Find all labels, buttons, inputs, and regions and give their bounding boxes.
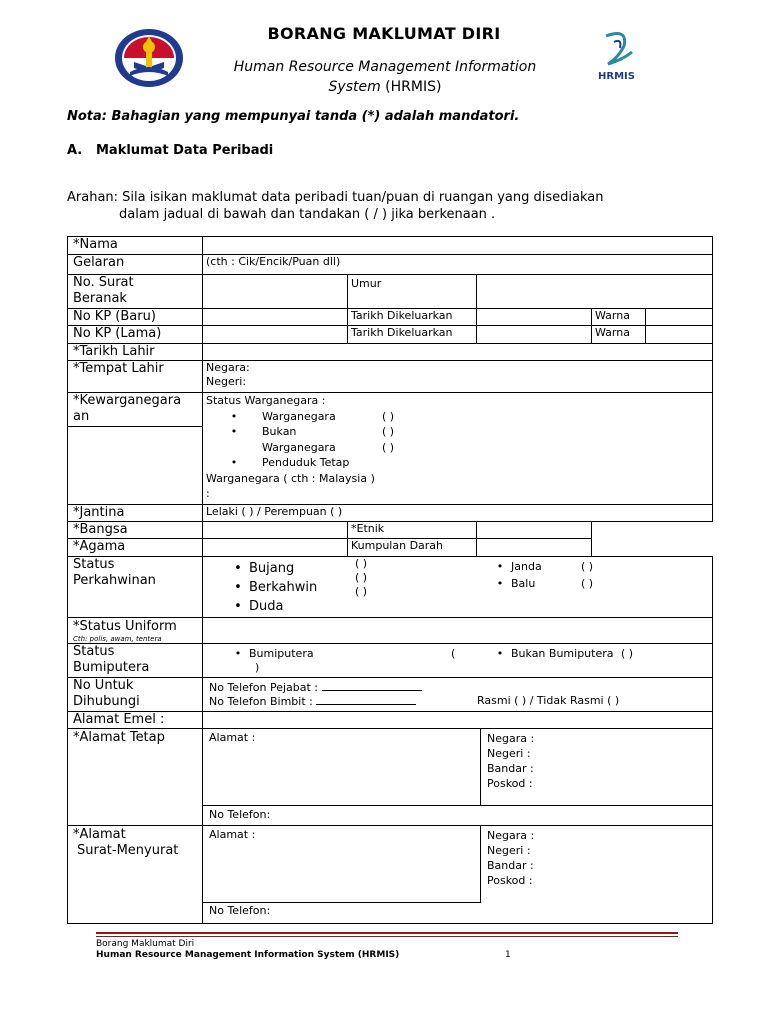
tempat-lahir-negara: Negara: bbox=[206, 361, 250, 374]
kewarganegaraan-line2: an bbox=[73, 409, 90, 424]
surat-negara: Negara : bbox=[487, 829, 535, 842]
label-nama: *Nama bbox=[68, 237, 203, 255]
input-tarikh-lahir[interactable] bbox=[203, 344, 713, 361]
status-kahwin-line1: Status bbox=[73, 557, 115, 572]
option-bukan-bumiputera[interactable]: • Bukan Bumiputera ( ) bbox=[496, 647, 634, 660]
alamat-surat-details bbox=[487, 828, 534, 888]
tetap-negara: Negara : bbox=[487, 732, 535, 745]
input-warna-lama[interactable] bbox=[646, 326, 713, 344]
input-kp-lama[interactable] bbox=[203, 326, 348, 344]
label-tarikh-dikeluarkan-baru: Tarikh Dikeluarkan bbox=[348, 309, 477, 326]
status-kahwin-line2: Perkahwinan bbox=[73, 573, 156, 588]
input-etnik[interactable] bbox=[477, 522, 592, 539]
instructions-line2: dalam jadual di bawah dan tandakan ( / ) jika berkenaan . bbox=[119, 207, 496, 222]
surat-bandar: Bandar : bbox=[487, 859, 534, 872]
option-berkahwin-label: Berkahwin bbox=[249, 580, 318, 595]
tetap-poskod: Poskod : bbox=[487, 777, 533, 790]
checkbox-bukan-bumiputera[interactable]: ( ) bbox=[621, 647, 634, 660]
label-kp-baru: No KP (Baru) bbox=[68, 309, 203, 326]
instructions-line1: Arahan: Sila isikan maklumat data peribadi tuan/puan di ruangan yang disediakan bbox=[67, 190, 604, 205]
label-kewarganegaraan bbox=[68, 393, 203, 505]
input-status-perkahwinan[interactable] bbox=[203, 557, 713, 618]
label-alamat-surat bbox=[68, 826, 203, 924]
footer-page-number: 1 bbox=[505, 950, 511, 960]
alamat-tetap-divider bbox=[203, 805, 712, 806]
label-alamat-emel: Alamat Emel : bbox=[68, 712, 203, 729]
bullet: • bbox=[230, 425, 238, 438]
tel-pejabat-label: No Telefon Pejabat : bbox=[209, 681, 319, 694]
input-nama[interactable] bbox=[203, 237, 713, 255]
option-duda-label: Duda bbox=[249, 599, 284, 614]
option-penduduk-tetap[interactable] bbox=[206, 455, 709, 471]
input-gelaran[interactable] bbox=[203, 255, 713, 275]
label-gelaran: Gelaran bbox=[68, 255, 203, 275]
hubungi-line2: Dihubungi bbox=[73, 694, 140, 709]
option-duda[interactable]: • Duda bbox=[234, 599, 284, 614]
section-letter: A. bbox=[67, 143, 83, 158]
marital-left-options bbox=[227, 559, 317, 616]
form-subtitle bbox=[190, 57, 580, 97]
option-berkahwin[interactable]: • Berkahwin bbox=[234, 580, 318, 595]
option-bujang-label: Bujang bbox=[249, 561, 295, 576]
input-no-dihubungi[interactable] bbox=[203, 678, 713, 712]
status-warganegara-label: Status Warganegara : bbox=[206, 394, 326, 407]
option-penduduk-label: Penduduk Tetap bbox=[262, 456, 350, 469]
option-balu[interactable]: • Balu ( ) bbox=[496, 577, 594, 590]
tel-bimbit-label: No Telefon Bimbit : bbox=[209, 695, 313, 708]
mandatory-note: Nota: Bahagian yang mempunyai tanda (*) adalah mandatori. bbox=[67, 109, 520, 124]
surat-no-telefon: No Telefon: bbox=[209, 904, 271, 917]
input-warna-baru[interactable] bbox=[646, 309, 713, 326]
tel-bimbit-row bbox=[209, 694, 416, 709]
input-kumpulan-darah[interactable] bbox=[477, 539, 592, 557]
section-heading bbox=[67, 143, 273, 158]
alamat-surat-box bbox=[203, 826, 481, 903]
option-bumiputera[interactable]: • Bumiputera bbox=[234, 647, 314, 660]
label-warna-lama: Warna bbox=[592, 326, 646, 344]
subtitle-line2-plain: (HRMIS) bbox=[380, 79, 442, 95]
label-jantina: *Jantina bbox=[68, 505, 203, 522]
kewarganegaraan-line1: *Kewarganegara bbox=[73, 393, 182, 408]
checkbox-berkahwin[interactable]: ( ) bbox=[355, 571, 368, 584]
label-umur: Umur bbox=[348, 275, 477, 309]
option-bujang[interactable]: • Bujang bbox=[234, 561, 295, 576]
personal-data-table bbox=[67, 236, 713, 924]
input-agama[interactable] bbox=[203, 539, 348, 557]
input-tarikh-dikeluarkan-lama[interactable] bbox=[477, 326, 592, 344]
label-no-dihubungi bbox=[68, 678, 203, 712]
input-kp-baru[interactable] bbox=[203, 309, 348, 326]
surat-negeri: Negeri : bbox=[487, 844, 531, 857]
tempat-lahir-negeri: Negeri: bbox=[206, 375, 247, 388]
blank-cell bbox=[592, 539, 713, 557]
checkbox-warganegara[interactable]: ( ) bbox=[382, 409, 395, 423]
bullet: • bbox=[230, 456, 238, 469]
input-alamat-tetap[interactable] bbox=[203, 729, 713, 826]
option-janda-label: Janda bbox=[511, 560, 542, 573]
uniform-hint: Cth: polis, awam, tentera bbox=[73, 635, 162, 643]
option-warganegara[interactable] bbox=[206, 409, 709, 425]
label-kp-lama: No KP (Lama) bbox=[68, 326, 203, 344]
footer-rule-thick bbox=[96, 932, 678, 934]
tetap-no-telefon: No Telefon: bbox=[209, 808, 271, 821]
instructions bbox=[67, 189, 603, 223]
surat-poskod: Poskod : bbox=[487, 874, 533, 887]
form-title: BORANG MAKLUMAT DIRI bbox=[267, 24, 501, 43]
alamat-surat-line2: Surat-Menyurat bbox=[77, 843, 179, 858]
option-bukan-label1: Bukan bbox=[262, 425, 297, 438]
hrmis-logo-text: HRMIS bbox=[598, 71, 635, 82]
label-status-perkahwinan bbox=[68, 557, 203, 618]
option-balu-label: Balu bbox=[511, 577, 536, 590]
input-tarikh-dikeluarkan-baru[interactable] bbox=[477, 309, 592, 326]
checkbox-duda[interactable]: ( ) bbox=[355, 585, 368, 598]
tel-pejabat-row bbox=[209, 680, 422, 695]
label-status-bumiputera bbox=[68, 644, 203, 678]
kewarganegaraan-label-box bbox=[68, 393, 202, 427]
option-bukan-bumi-label: Bukan Bumiputera bbox=[511, 647, 614, 660]
section-title: Maklumat Data Peribadi bbox=[96, 143, 274, 158]
label-tarikh-lahir: *Tarikh Lahir bbox=[68, 344, 203, 361]
footer-rule-thin bbox=[96, 936, 678, 937]
label-agama: *Agama bbox=[68, 539, 203, 557]
label-surat-beranak bbox=[68, 275, 203, 309]
label-alamat-tetap: *Alamat Tetap bbox=[68, 729, 203, 826]
checkbox-janda[interactable]: ( ) bbox=[581, 560, 594, 573]
label-warna-baru: Warna bbox=[592, 309, 646, 326]
alamat-surat-line1: *Alamat bbox=[73, 827, 126, 842]
input-kewarganegaraan[interactable] bbox=[203, 393, 713, 505]
bullet: • bbox=[230, 409, 238, 423]
option-warganegara-label: Warganegara bbox=[262, 409, 336, 423]
surat-beranak-line1: No. Surat bbox=[73, 275, 134, 290]
status-bumi-line1: Status bbox=[73, 644, 115, 659]
warganegara-colon: : bbox=[206, 487, 210, 500]
tel-bimbit-line[interactable] bbox=[316, 694, 416, 705]
footer-doc-name: Borang Maklumat Diri bbox=[96, 939, 195, 949]
checkbox-bukan-warganegara[interactable]: ( ) bbox=[382, 425, 395, 438]
option-bukan-label2: Warganegara bbox=[262, 440, 336, 454]
input-umur[interactable] bbox=[477, 275, 713, 309]
alamat-tetap-details bbox=[487, 731, 534, 791]
label-tarikh-dikeluarkan-lama: Tarikh Dikeluarkan bbox=[348, 326, 477, 344]
blank-cell bbox=[592, 522, 713, 539]
subtitle-line1: Human Resource Management Information bbox=[233, 59, 537, 75]
option-bukan-warganegara-cont bbox=[206, 440, 709, 456]
option-bumiputera-label: Bumiputera bbox=[249, 647, 314, 660]
input-surat-beranak[interactable] bbox=[203, 275, 348, 309]
label-bangsa: *Bangsa bbox=[68, 522, 203, 539]
hubungi-line1: No Untuk bbox=[73, 678, 134, 693]
subtitle-line2-italic: System bbox=[328, 79, 381, 95]
checkbox-balu[interactable]: ( ) bbox=[581, 577, 594, 590]
bumiputera-paren-open[interactable]: ( bbox=[451, 647, 456, 660]
tetap-bandar: Bandar : bbox=[487, 762, 534, 775]
label-kumpulan-darah: Kumpulan Darah bbox=[348, 539, 477, 557]
label-tempat-lahir: *Tempat Lahir bbox=[68, 361, 203, 393]
bumiputera-paren-close[interactable]: ) bbox=[255, 661, 260, 674]
input-tempat-lahir[interactable] bbox=[203, 361, 713, 393]
checkbox-penduduk-tetap[interactable]: ( ) bbox=[382, 440, 395, 454]
input-jantina[interactable]: Lelaki ( ) / Perempuan ( ) bbox=[203, 505, 713, 522]
option-janda[interactable]: • Janda ( ) bbox=[496, 560, 594, 573]
warganegara-example: Warganegara ( cth : Malaysia ) bbox=[206, 471, 375, 485]
input-alamat-emel[interactable] bbox=[203, 712, 713, 729]
surat-beranak-line2: Beranak bbox=[73, 291, 127, 306]
input-status-bumiputera[interactable] bbox=[203, 644, 713, 678]
status-uniform-label: *Status Uniform bbox=[73, 619, 177, 634]
alamat-tetap-label: Alamat : bbox=[209, 731, 256, 744]
tetap-negeri: Negeri : bbox=[487, 747, 531, 760]
label-etnik: *Etnik bbox=[348, 522, 477, 539]
marital-left-checkboxes bbox=[355, 557, 367, 599]
marital-right-options bbox=[489, 558, 593, 592]
option-bukan-warganegara[interactable] bbox=[206, 424, 709, 440]
gelaran-hint: (cth : Cik/Encik/Puan dll) bbox=[206, 255, 341, 268]
status-bumi-line2: Bumiputera bbox=[73, 660, 150, 675]
footer-system-name: Human Resource Management Information System (HRMIS) bbox=[96, 950, 400, 960]
alamat-tetap-box bbox=[203, 729, 481, 806]
rasmi-options[interactable]: Rasmi ( ) / Tidak Rasmi ( ) bbox=[477, 694, 620, 707]
tel-pejabat-line[interactable] bbox=[322, 680, 422, 691]
alamat-surat-label: Alamat : bbox=[209, 828, 256, 841]
input-bangsa[interactable] bbox=[203, 522, 348, 539]
input-status-uniform[interactable] bbox=[203, 618, 713, 644]
input-alamat-surat[interactable] bbox=[203, 826, 713, 924]
checkbox-bujang[interactable]: ( ) bbox=[355, 557, 368, 570]
label-status-uniform bbox=[68, 618, 203, 644]
